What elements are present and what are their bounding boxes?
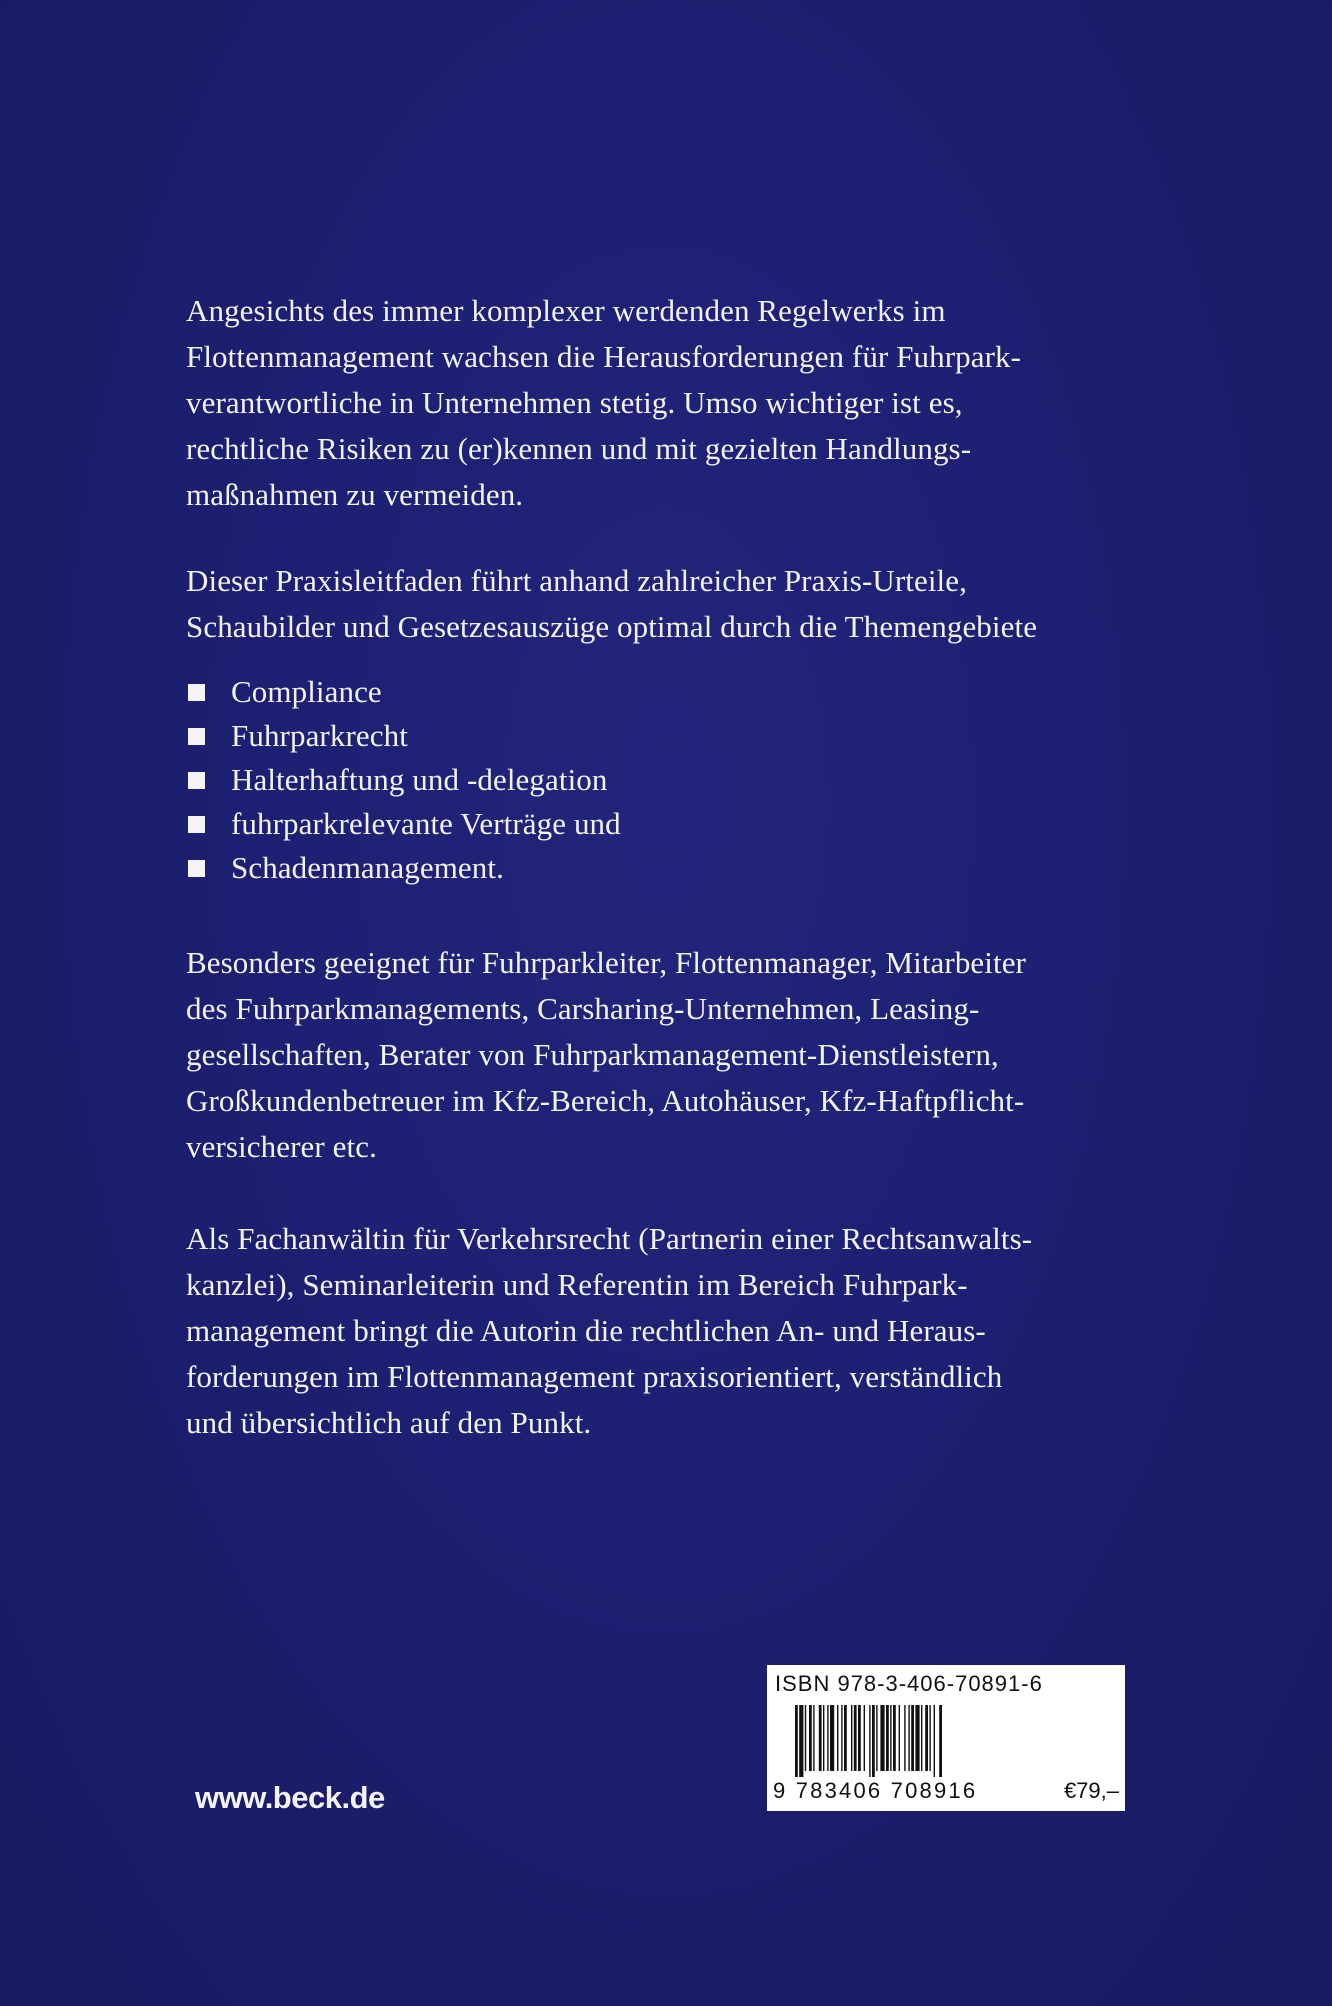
barcode-icon	[795, 1705, 1025, 1777]
barcode-bar	[799, 1705, 803, 1777]
barcode-bar	[864, 1705, 865, 1771]
list-item	[186, 758, 1136, 802]
list-item	[186, 670, 1136, 714]
topic-label: fuhrparkrelevante Verträge und	[231, 806, 621, 841]
barcode-bar	[925, 1705, 928, 1771]
barcode-bar	[872, 1705, 875, 1777]
square-bullet-icon	[188, 816, 205, 833]
barcode-bar	[813, 1705, 814, 1771]
square-bullet-icon	[188, 728, 205, 745]
barcode-bar	[939, 1705, 942, 1777]
barcode-bar	[844, 1705, 847, 1771]
barcode-bar	[851, 1705, 852, 1771]
topic-list	[186, 670, 1136, 890]
list-item	[186, 846, 1136, 890]
barcode-bar	[869, 1705, 870, 1777]
barcode-bar	[934, 1705, 935, 1777]
publisher-website[interactable]: www.beck.de	[195, 1780, 385, 1815]
barcode-bar	[805, 1705, 806, 1771]
author-paragraph: Als Fachanwältin für Verkehrsrecht (Partnerin einer Rechtsanwalts- kanzlei), Seminarleiterin und Referentin im Bereich Fuhrpark- management bringt die Autorin die rechtlichen An- und Heraus- forderungen im Flottenmanagement praxisorientiert, verständlich und übersichtlich auf den Punkt.	[186, 1221, 1033, 1440]
barcode-bar	[929, 1705, 930, 1771]
barcode-bar	[827, 1705, 828, 1771]
square-bullet-icon	[188, 684, 205, 701]
price-label: €79,–	[1063, 1778, 1119, 1803]
blurb-text	[186, 288, 1136, 1446]
guide-paragraph: Dieser Praxisleitfaden führt anhand zahlreicher Praxis-Urteile, Schaubilder und Gesetzesauszüge optimal durch die Themengebiete	[186, 563, 1038, 644]
barcode-bar	[886, 1705, 889, 1771]
topic-label: Compliance	[231, 674, 382, 709]
barcode-box	[767, 1665, 1125, 1811]
barcode-bar	[908, 1705, 909, 1771]
barcode-bar	[795, 1705, 798, 1777]
barcode-bar	[911, 1705, 914, 1771]
intro-paragraph: Angesichts des immer komplexer werdenden Regelwerks im Flottenmanagement wachsen die Herausforderungen für Fuhrpark- verantwortliche in Unternehmen stetig. Umso wichtiger ist es, rechtliche Risiken zu (er)kennen und mit gezielten Handlungs- maßnahmen zu vermeiden.	[186, 293, 1022, 512]
barcode-bar	[830, 1705, 834, 1771]
barcode-bar	[893, 1705, 896, 1771]
barcode-bar	[809, 1705, 812, 1771]
barcode-bar	[858, 1705, 861, 1771]
isbn-label: ISBN 978-3-406-70891-6	[775, 1671, 1043, 1696]
barcode-bar	[819, 1705, 822, 1771]
topic-label: Schadenmanagement.	[231, 850, 504, 885]
square-bullet-icon	[188, 860, 205, 877]
barcode-bar	[904, 1705, 905, 1771]
barcode-bar	[876, 1705, 877, 1771]
barcode-bar	[899, 1705, 900, 1771]
barcode-bar	[823, 1705, 824, 1771]
ean-digits: 9 783406 708916	[773, 1778, 978, 1803]
list-item	[186, 714, 1136, 758]
barcode-bar	[890, 1705, 891, 1771]
audience-paragraph: Besonders geeignet für Fuhrparkleiter, Flottenmanager, Mitarbeiter des Fuhrparkmanagements, Carsharing-Unternehmen, Leasing- gesellschaften, Berater von Fuhrparkmanagement-Dienstleistern, Großkundenbetreuer im Kfz-Bereich, Autohäuser, Kfz-Haftpflicht- versicherer etc.	[186, 945, 1026, 1164]
barcode-bar	[854, 1705, 857, 1771]
barcode-bar	[841, 1705, 842, 1771]
topic-label: Fuhrparkrecht	[231, 718, 408, 753]
square-bullet-icon	[188, 772, 205, 789]
barcode-bar	[837, 1705, 838, 1771]
barcode-bar	[915, 1705, 919, 1771]
topic-label: Halterhaftung und -delegation	[231, 762, 608, 797]
list-item	[186, 802, 1136, 846]
barcode-bar	[880, 1705, 884, 1771]
barcode-bar	[921, 1705, 922, 1771]
